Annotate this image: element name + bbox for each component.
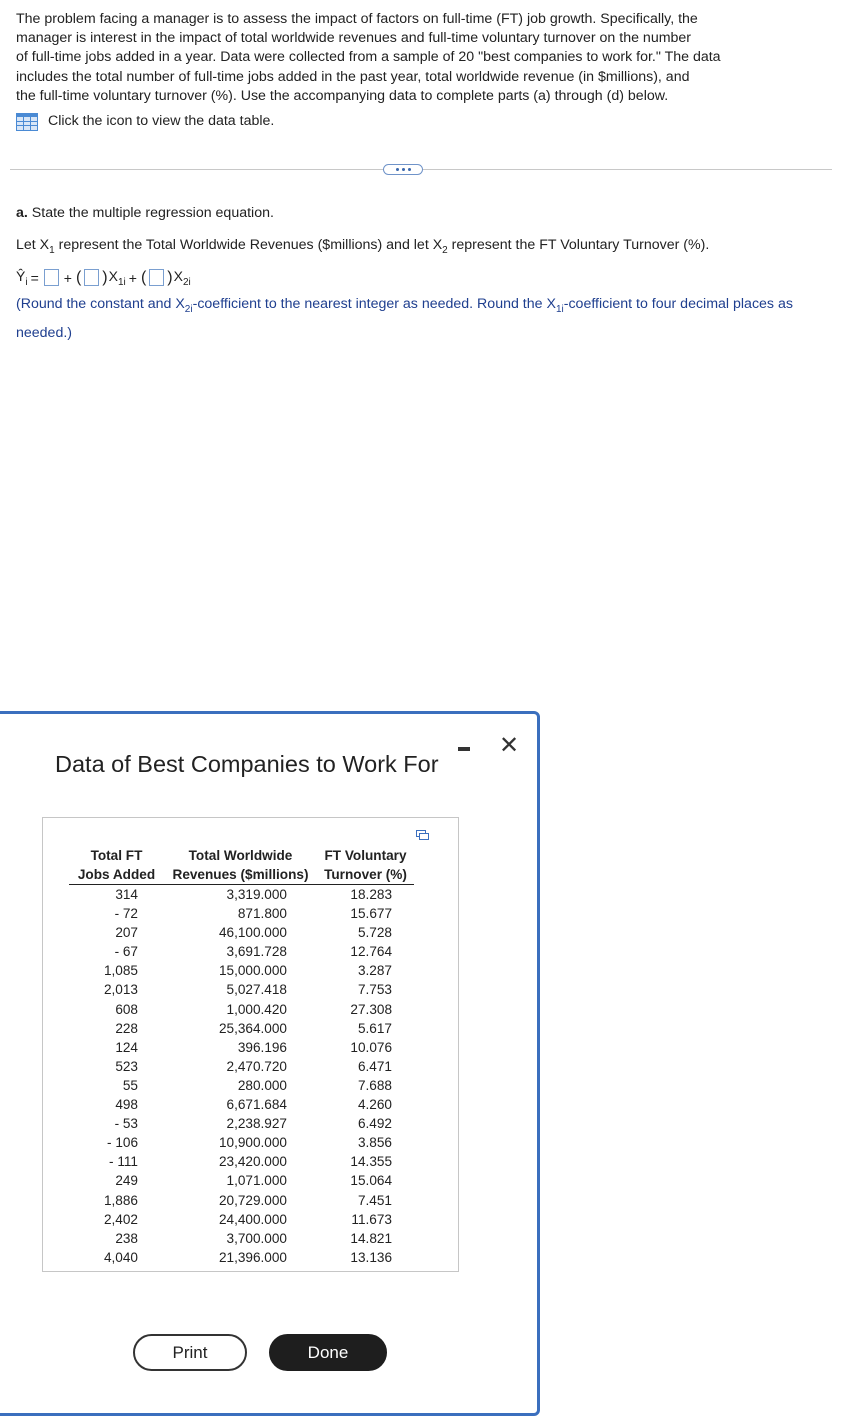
table-cell: 27.308 [350,1001,392,1017]
intro-line: manager is interest in the impact of total worldwide revenues and full-time voluntary turnover on the number [16,30,692,47]
table-cell: 10.076 [350,1039,392,1055]
part-a-heading [16,205,816,221]
let-text: represent the FT Voluntary Turnover (%). [447,237,710,253]
copy-icon[interactable] [416,830,429,840]
table-cell: 11.673 [351,1211,392,1227]
constant-input[interactable] [44,269,59,286]
table-cell: 7.451 [357,1192,392,1208]
table-cell: 498 [115,1097,138,1113]
intro-line: of full-time jobs added in a year. Data were collected from a sample of 20 "best companies to work for." The data [16,49,721,66]
table-cell: 13.136 [350,1249,392,1265]
intro-line: The problem facing a manager is to assess the impact of factors on full-time (FT) job growth. Specifically, the [16,11,698,27]
table-row [69,1171,414,1190]
table-cell: 207 [115,925,138,941]
table-cell: 3,691.728 [226,944,287,960]
table-row [69,942,414,961]
rounding-hint: (Round the constant and $X_{2i}$-coefficient to the nearest integer as needed. Round the $X_{1i}$-coefficient to four decimal places as needed.) [16,295,793,342]
data-table-panel [42,817,459,1272]
table-cell: 55 [122,1077,138,1093]
table-cell: 15,000.000 [218,963,287,979]
table-cell: 1,000.420 [226,1001,287,1017]
x1-variable: $X_{1i}$ [108,267,126,288]
table-cell: 396.196 [237,1039,287,1055]
table-cell: 18.283 [350,887,392,902]
table-cell: 2,470.720 [226,1058,287,1074]
table-row [69,1152,414,1171]
y-hat-symbol: $Ŷ_i$ [16,267,28,288]
close-paren: ) [167,268,173,286]
dialog-title: Data of Best Companies to Work For [55,751,439,777]
data-table [69,846,414,1267]
open-paren: ( [140,268,147,286]
table-row [69,1114,414,1133]
let-text: Let X [16,237,50,253]
table-cell: 608 [115,1001,138,1017]
table-cell: 14.821 [350,1230,392,1246]
table-grid-icon[interactable] [16,113,38,131]
table-row [69,1000,414,1019]
table-cell: 21,396.000 [218,1249,287,1265]
data-table-dialog [0,711,540,1416]
table-cell: 3.287 [357,963,392,979]
table-cell: 7.753 [357,982,392,998]
dot-icon [402,168,405,171]
table-row [69,1038,414,1057]
plus-sign: + [63,269,72,286]
table-row [69,961,414,980]
table-cell: 4.260 [357,1097,392,1113]
regression-equation [16,268,816,288]
table-cell: 15.677 [350,906,392,922]
table-cell: - 106 [107,1135,138,1151]
done-button[interactable]: Done [269,1334,387,1371]
table-cell: 25,364.000 [218,1020,287,1036]
table-cell: 124 [115,1039,138,1055]
table-row [69,885,414,905]
table-cell: 871.800 [237,906,287,922]
open-paren: ( [75,268,82,286]
plus-sign: + [128,269,137,286]
table-cell: 2,013 [103,982,138,998]
let-sub: 1 [49,244,55,256]
close-icon[interactable]: ✕ [499,732,520,759]
table-cell: 6.471 [357,1058,392,1074]
table-row [69,1057,414,1076]
table-row [69,980,414,999]
view-data-table-link[interactable]: Click the icon to view the data table. [48,113,275,130]
table-row [69,1210,414,1229]
dot-icon [408,168,411,171]
table-cell: 1,071.000 [226,1173,287,1189]
x2-variable: $X_{2i}$ [173,267,191,288]
column-header: Jobs Added [69,865,164,885]
table-cell: 46,100.000 [218,925,287,941]
table-cell: 10,900.000 [218,1135,287,1151]
column-header: Total Worldwide [188,848,293,863]
column-header: FT Voluntary [324,848,407,863]
part-label: a. [16,205,28,221]
table-cell: 1,085 [103,963,138,979]
table-cell: - 67 [114,944,138,960]
table-cell: 4,040 [103,1249,138,1265]
table-cell: 15.064 [350,1173,392,1189]
table-cell: 6,671.684 [226,1097,287,1113]
table-cell: 2,238.927 [226,1116,287,1132]
let-sub: 2 [442,244,448,256]
column-header: Revenues ($millions) [164,865,317,885]
x2-coefficient-input[interactable] [149,269,164,286]
table-cell: 523 [115,1058,138,1074]
table-cell: - 111 [109,1154,138,1170]
table-cell: 280.000 [237,1077,287,1093]
table-row [69,1095,414,1114]
variable-definition [16,237,816,256]
table-row [69,923,414,942]
let-text: represent the Total Worldwide Revenues ($millions) and let X [54,237,443,253]
equals-sign: = [30,269,39,286]
table-row [69,1191,414,1210]
table-row [69,904,414,923]
table-cell: 7.688 [357,1077,392,1093]
table-cell: 3.856 [357,1135,392,1151]
x1-coefficient-input[interactable] [84,269,99,286]
column-header: Total FT [90,848,143,863]
table-row [69,1076,414,1095]
column-header: Turnover (%) [317,865,414,885]
table-cell: 1,886 [103,1192,138,1208]
table-cell: 5.728 [357,925,392,941]
table-cell: 228 [115,1020,138,1036]
table-row [69,1019,414,1038]
table-cell: - 72 [114,906,138,922]
part-a-section [16,205,816,345]
table-cell: 23,420.000 [218,1154,287,1170]
table-row [69,1248,414,1267]
part-instruction: State the multiple regression equation. [31,205,274,221]
table-cell: 24,400.000 [218,1211,287,1227]
table-cell: 5,027.418 [226,982,287,998]
table-row [69,1229,414,1248]
table-cell: 5.617 [357,1020,392,1036]
expand-more-button[interactable] [383,164,423,175]
table-cell: 20,729.000 [218,1192,287,1208]
intro-line: the full-time voluntary turnover (%). Use the accompanying data to complete parts (a) through (d) below. [16,87,669,104]
table-cell: 6.492 [357,1116,392,1132]
problem-statement [16,10,816,131]
print-button[interactable]: Print [133,1334,247,1371]
table-cell: 249 [115,1173,138,1189]
table-cell: - 53 [114,1116,138,1132]
table-cell: 12.764 [350,944,392,960]
table-cell: 314 [115,887,138,902]
table-cell: 14.355 [350,1154,392,1170]
dot-icon [396,168,399,171]
table-cell: 2,402 [103,1211,138,1227]
close-paren: ) [102,268,108,286]
table-row [69,1133,414,1152]
minimize-icon[interactable] [458,747,470,751]
table-cell: 3,319.000 [226,887,287,902]
data-table-link-row [16,112,816,131]
table-cell: 3,700.000 [226,1230,287,1246]
table-cell: 238 [115,1230,138,1246]
intro-line: includes the total number of full-time jobs added in the past year, total worldwide revenue (in $millions), and [16,68,690,85]
